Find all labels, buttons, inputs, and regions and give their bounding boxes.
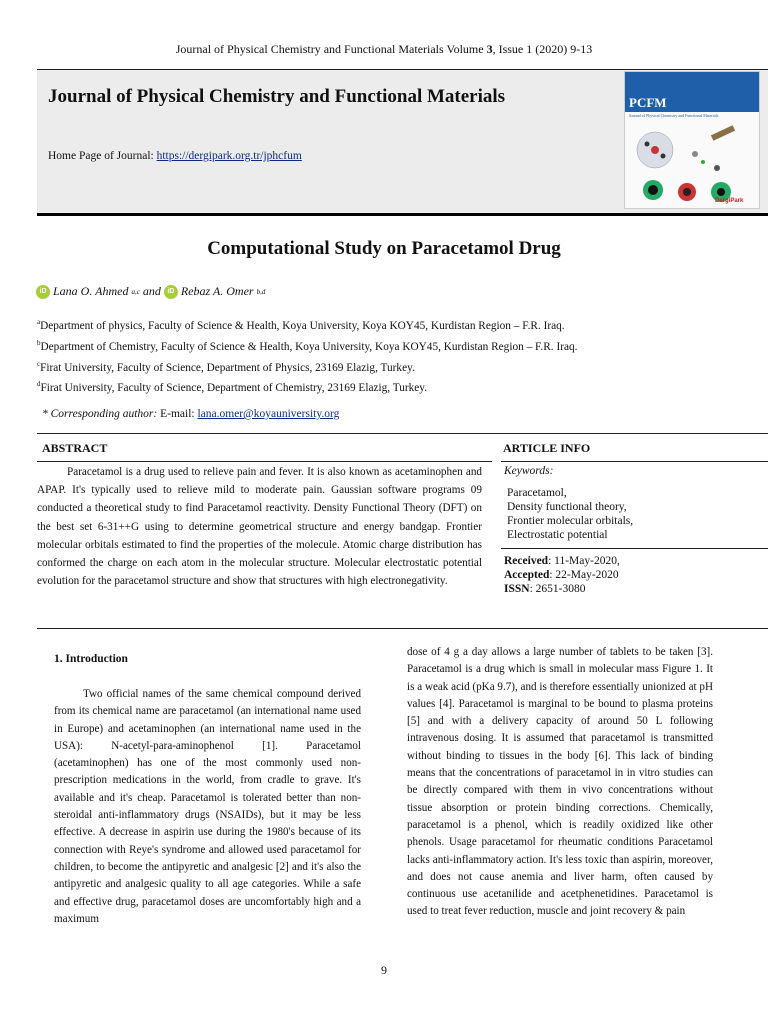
keywords-label-text: Keywords: [504, 465, 550, 477]
author-list: [36, 284, 265, 299]
keyword-item: Frontier molecular orbitals,: [507, 515, 634, 527]
issn-value: : 2651-3080: [529, 583, 586, 595]
article-dates: [504, 554, 620, 596]
author-affiliation-marks: a,c: [131, 287, 140, 296]
introduction-heading: 1. Introduction: [54, 653, 128, 665]
keywords-rule: [501, 548, 768, 549]
abstract-heading: ABSTRACT: [42, 441, 108, 455]
running-head: [0, 42, 768, 57]
journal-title: Journal of Physical Chemistry and Functional Materials: [48, 86, 506, 107]
author-name: Lana O. Ahmed: [53, 284, 129, 298]
issn-label: ISSN: [504, 583, 530, 595]
paper-title: Computational Study on Paracetamol Drug: [207, 238, 561, 259]
homepage-link[interactable]: https://dergipark.org.tr/jphcfum: [156, 150, 302, 162]
author-affiliation-marks: b,d: [256, 287, 266, 296]
cover-publisher: DergiPark: [715, 198, 744, 204]
corresponding-email-link[interactable]: lana.omer@koyauniversity.org: [197, 408, 340, 420]
affiliation-c: [37, 360, 415, 374]
affiliation-mark: c: [37, 360, 41, 368]
abstract-heading-rule: [37, 461, 492, 462]
received-date: [504, 554, 620, 568]
abstract-top-rule: [37, 433, 768, 434]
article-info-heading: ARTICLE INFO: [503, 441, 591, 455]
accepted-value: : 22-May-2020: [549, 569, 619, 581]
keywords-list: [507, 486, 633, 542]
introduction-right-column: dose of 4 g a day allows a large number of tablets to be taken [3]. Paracetamol is a drug which is small in molecular mass Figure 1. It is a weak acid (pKa 9.7), and is therefore essentially unionized at pH values [4]. Paracetamol is marginal to be bound to plasma proteins [5] and with a delivery capacity of around 50 L following intravenous dosing. It is assumed that paracetamol is transmitted without binding to tissues in the body [6]. This lack of binding means that the concentrations of paracetamol in in vitro studies can be directly compared with them in vivo concentrations without tissue absorption or protein binding corrections. Chemically, paracetamol is a phenol, which is readily oxidized like other phenols. Usage paracetamol for rheumatic conditions Paracetamol lacks anti-inflammatory action. It's less toxic than aspirin, moreover, and does not cause anemia and liver harm, often caused by continuous use acetanilide and acetphenetidines. Paracetamol is used to treat fever reduction, muscle and joint recovery & pain: [407, 646, 713, 918]
orcid-icon[interactable]: iD: [36, 285, 50, 299]
journal-homepage: [48, 150, 302, 162]
affiliation-mark: d: [37, 380, 41, 388]
running-head-post: , Issue 1 (2020) 9-13: [492, 42, 593, 56]
affiliation-text: Firat University, Faculty of Science, Department of Physics, 23169 Elazig, Turkey.: [40, 361, 415, 374]
abstract-bottom-rule: [37, 628, 768, 629]
keyword-item: Density functional theory,: [507, 501, 627, 513]
affiliation-mark: b: [37, 339, 41, 347]
keyword-item: Electrostatic potential: [507, 529, 608, 541]
cover-brand: PCFM: [629, 95, 667, 110]
article-info-heading-rule: [501, 461, 768, 462]
cover-molecule-illustration: [625, 72, 759, 208]
keyword-item: Paracetamol,: [507, 487, 567, 499]
abstract-text: Paracetamol is a drug used to relieve pain and fever. It is also known as acetaminophen and APAP. It's typically used to relieve mild to moderate pain. Gaussian software programs 09 conducted a theoretical study to find Paracetamol reactivity. Density Functional Theory (DFT) on the best set 6-31++G using to determine geometrical structure and energy bandgap. Frontier molecular orbitals estimated to find the properties of the molecule. Atomic charge distribution has conformed the charge on each atom in the molecular structure. Molecular electrostatic potential evolution for the paracetamol structure and show that structures with high electronegativity.: [37, 466, 482, 588]
homepage-label: Home Page of Journal:: [48, 150, 157, 162]
affiliation-text: Firat University, Faculty of Science, Department of Chemistry, 23169 Elazig, Turkey.: [40, 381, 428, 394]
affiliation-d: [37, 380, 427, 394]
author-name: Rebaz A. Omer: [180, 284, 254, 298]
running-head-volume: 3: [486, 42, 493, 56]
orcid-icon[interactable]: iD: [164, 285, 178, 299]
corresponding-author: [42, 408, 339, 420]
cover-subtitle: Journal of Physical Chemistry and Functional Materials: [629, 113, 719, 118]
introduction-left-column: Two official names of the same chemical compound derived from its chemical name are paracetamol (an international name used in Europe) and acetaminophen (an international name used in the USA): N-acetyl-para-aminophenol [1]. Paracetamol (acetaminophen) has one of the most commonly used non-prescription medications in the world, from cradle to grave. It's available and it's cheap. Paracetamol is tolerated better than non-steroidal anti-inflammatory drugs (NSAIDs), but it may be less effective. A decrease in aspirin use during the 1980's because of its connection with Reye's syndrome and allowed used paracetamol for children, to become the antipyretic and analgesic [2] and it's also the antipyretic and analgesic quality to all age categories. While a safe and effective drug, paracetamol doses are uncomfortably high and a maximum: [54, 688, 361, 925]
received-value: : 11-May-2020,: [548, 555, 620, 567]
accepted-date: [504, 568, 620, 582]
affiliation-a: [37, 318, 565, 332]
issn: [504, 582, 620, 596]
affiliation-text: Department of physics, Faculty of Science & Health, Koya University, Koya KOY45, Kurdistan Region – F.R. Iraq.: [40, 319, 565, 332]
affiliation-b: [37, 339, 577, 353]
accepted-label: Accepted: [504, 569, 550, 581]
corresponding-label: * Corresponding author:: [42, 408, 158, 420]
affiliation-mark: a: [37, 318, 41, 326]
keywords-label: Keywords:: [504, 465, 554, 477]
author-joiner: and: [142, 284, 161, 298]
journal-cover-image: [624, 71, 760, 209]
page-number: 9: [381, 963, 387, 977]
running-head-pre: Journal of Physical Chemistry and Functional Materials Volume: [175, 42, 487, 56]
email-label: E-mail:: [157, 408, 198, 420]
affiliation-text: Department of Chemistry, Faculty of Science & Health, Koya University, Koya KOY45, Kurdistan Region – F.R. Iraq.: [40, 340, 578, 353]
received-label: Received: [504, 555, 549, 567]
